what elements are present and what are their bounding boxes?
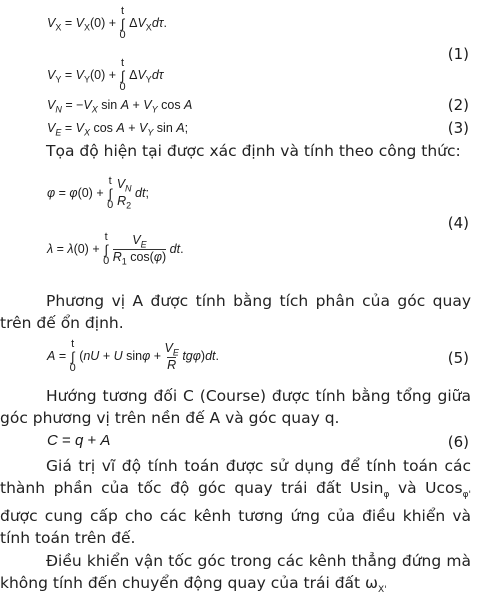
paragraph-coordinates-text: Tọa độ hiện tại được xác định và tính theo công thức: bbox=[46, 142, 461, 160]
equation-number-2: (2) bbox=[447, 96, 469, 114]
paragraph-coordinates bbox=[0, 141, 471, 163]
equation-number-3: (3) bbox=[447, 119, 469, 137]
equation-lambda: λ = λ(0) + t ∫ $0 \frac{V_E}{R_1 \cos(\varphi)}$ dt. bbox=[47, 231, 184, 267]
equation-number-1: (1) bbox=[447, 45, 469, 63]
paragraph-latitude-end: được cung cấp cho các kênh tương ứng của điều khiển và tính toán trên đế. bbox=[0, 507, 471, 547]
paragraph-latitude-sub-phi: φ bbox=[383, 489, 390, 500]
equation-number-4: (4) bbox=[447, 214, 469, 232]
equation-vx: $V_X = V_X(0) + t$ ∫ 0 $\Delta V_Xd\tau$. bbox=[47, 5, 167, 41]
equation-vn: $V_N = -V_X$ $\sin A + V_Y$ cos A bbox=[47, 98, 193, 115]
equation-azimuth: A = t ∫ 0 (nU + U $\sin\varphi + \frac{V_E}{R} tg\varphi)dt$. bbox=[47, 338, 220, 374]
equation-phi: φ = φ(0) + t ∫ 0 $V_N$ $R_2$ dt; bbox=[47, 175, 149, 211]
paragraph-latitude-mid: và Ucos bbox=[389, 478, 463, 497]
equation-number-5: (5) bbox=[447, 349, 469, 367]
paragraph-latitude bbox=[0, 456, 471, 549]
paragraph-course-text: Hướng tương đối C (Course) được tính bằng tổng giữa góc phương vị trên nền đế A và góc quay q. bbox=[0, 387, 471, 427]
paragraph-azimuth-text: Phương vị A được tính bằng tích phân của góc quay trên đế ổn định. bbox=[0, 292, 471, 332]
paragraph-angular-velocity-text: Điều khiển vận tốc góc trong các kênh thẳng đứng mà không tính đến chuyển động quay của trái đất ω bbox=[0, 552, 471, 592]
paragraph-angular-velocity-sub: X' bbox=[378, 584, 387, 595]
paragraph-latitude-sub-phi-prime: φ' bbox=[462, 489, 471, 500]
paragraph-latitude-text: Giá trị vĩ độ tính toán được sử dụng để tính toán các thành phần của tốc độ góc quay trái đất Usin bbox=[0, 457, 471, 497]
equation-ve: $V_E = V_X$ $\cos A + V_Y$ sin A; bbox=[47, 121, 189, 138]
paragraph-angular-velocity bbox=[0, 551, 471, 601]
equation-vy: $V_Y = V_Y(0) + t$ ∫ 0 $\Delta V_Yd\tau$ bbox=[47, 57, 164, 93]
paragraph-course bbox=[0, 386, 471, 429]
equation-course: C = q + A bbox=[47, 432, 111, 449]
paragraph-azimuth bbox=[0, 291, 471, 334]
equation-number-6: (6) bbox=[447, 433, 469, 451]
